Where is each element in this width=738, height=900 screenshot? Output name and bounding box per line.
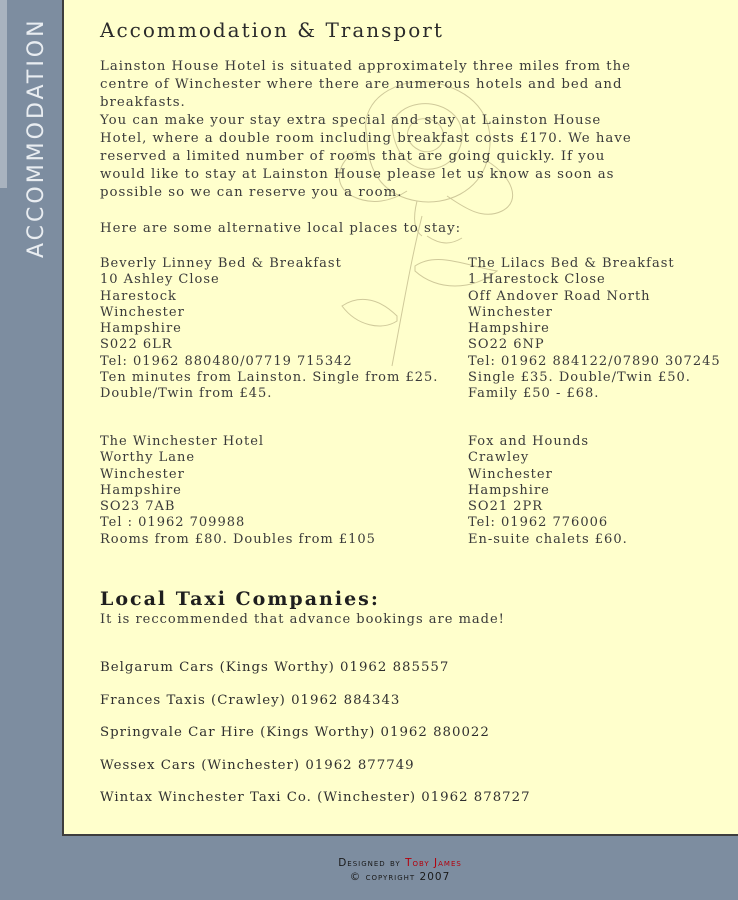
price-info: Ten minutes from Lainston. Single from £25. [100, 370, 439, 386]
price-info: Double/Twin from £45. [100, 386, 273, 402]
accommodation-listing [468, 434, 628, 548]
taxi-section-heading: Local Taxi Companies: [100, 588, 380, 610]
accommodation-name: Fox and Hounds [468, 434, 590, 449]
address-line: Crawley [468, 450, 530, 466]
section-vertical-title: ACCOMMODATION [24, 17, 49, 258]
address-line: Winchester [100, 304, 185, 320]
site-footer [62, 856, 738, 884]
special-stay-paragraph: You can make your stay extra special and stay at Lainston House Hotel, where a double room including breakfast costs £170. We have reserved a limited number of rooms that are going quickly. If you would like to stay at Lainston House please let us know as soon as possible so we can reserve you a room. [100, 113, 632, 200]
designer-credit [62, 856, 738, 870]
alternatives-intro: Here are some alternative local places to stay: [100, 221, 462, 236]
taxi-company-item: Wintax Winchester Taxi Co. (Winchester) 01962 878727 [100, 790, 531, 805]
address-line: Hampshire [468, 482, 550, 498]
phone-number: Tel: 01962 884122/07890 307245 [468, 353, 721, 369]
price-info: Rooms from £80. Doubles from £105 [100, 531, 376, 547]
postcode: S022 6LR [100, 337, 173, 353]
accommodation-listing [100, 434, 376, 548]
accommodation-name: The Winchester Hotel [100, 434, 265, 449]
address-line: 1 Harestock Close [468, 272, 606, 288]
taxi-company-item: Wessex Cars (Winchester) 01962 877749 [100, 757, 415, 773]
address-line: Hampshire [100, 482, 182, 498]
address-line: 10 Ashley Close [100, 272, 220, 288]
copyright-text: © copyright 2007 [349, 871, 451, 883]
taxi-booking-note: It is reccommended that advance bookings are made! [100, 612, 505, 627]
page-title: Accommodation & Transport [100, 18, 444, 42]
address-line: Hampshire [468, 321, 550, 337]
address-line: Hampshire [100, 321, 182, 337]
price-info: En-suite chalets £60. [468, 531, 628, 547]
address-line: Harestock [100, 288, 177, 304]
designer-link[interactable]: Toby James [405, 857, 462, 869]
intro-paragraph: Lainston House Hotel is situated approximately three miles from the centre of Winchester where there are numerous hotels and bed and breakfasts. [100, 59, 632, 110]
price-info: Single £35. Double/Twin £50. [468, 370, 691, 386]
postcode: SO21 2PR [468, 499, 544, 515]
price-info: Family £50 - £68. [468, 386, 600, 402]
address-line: Worthy Lane [100, 450, 196, 466]
address-line: Winchester [468, 304, 553, 320]
address-line: Off Andover Road North [468, 288, 651, 304]
accommodation-name: The Lilacs Bed & Breakfast [468, 256, 675, 271]
taxi-company-item: Frances Taxis (Crawley) 01962 884343 [100, 692, 401, 708]
designed-by-label: Designed by [338, 857, 401, 869]
taxi-company-list [100, 660, 531, 823]
accommodation-name: Beverly Linney Bed & Breakfast [100, 256, 342, 271]
postcode: SO23 7AB [100, 499, 176, 515]
accommodation-listing [100, 256, 438, 403]
sidebar-accent-strip [0, 0, 7, 188]
phone-number: Tel: 01962 880480/07719 715342 [100, 353, 353, 369]
postcode: SO22 6NP [468, 337, 545, 353]
address-line: Winchester [100, 466, 185, 482]
content-panel [62, 0, 738, 836]
phone-number: Tel: 01962 776006 [468, 515, 609, 531]
address-line: Winchester [468, 466, 553, 482]
taxi-company-item: Springvale Car Hire (Kings Worthy) 01962 880022 [100, 725, 490, 740]
taxi-company-item: Belgarum Cars (Kings Worthy) 01962 885557 [100, 660, 450, 675]
accommodation-listing [468, 256, 721, 403]
phone-number: Tel : 01962 709988 [100, 515, 246, 531]
